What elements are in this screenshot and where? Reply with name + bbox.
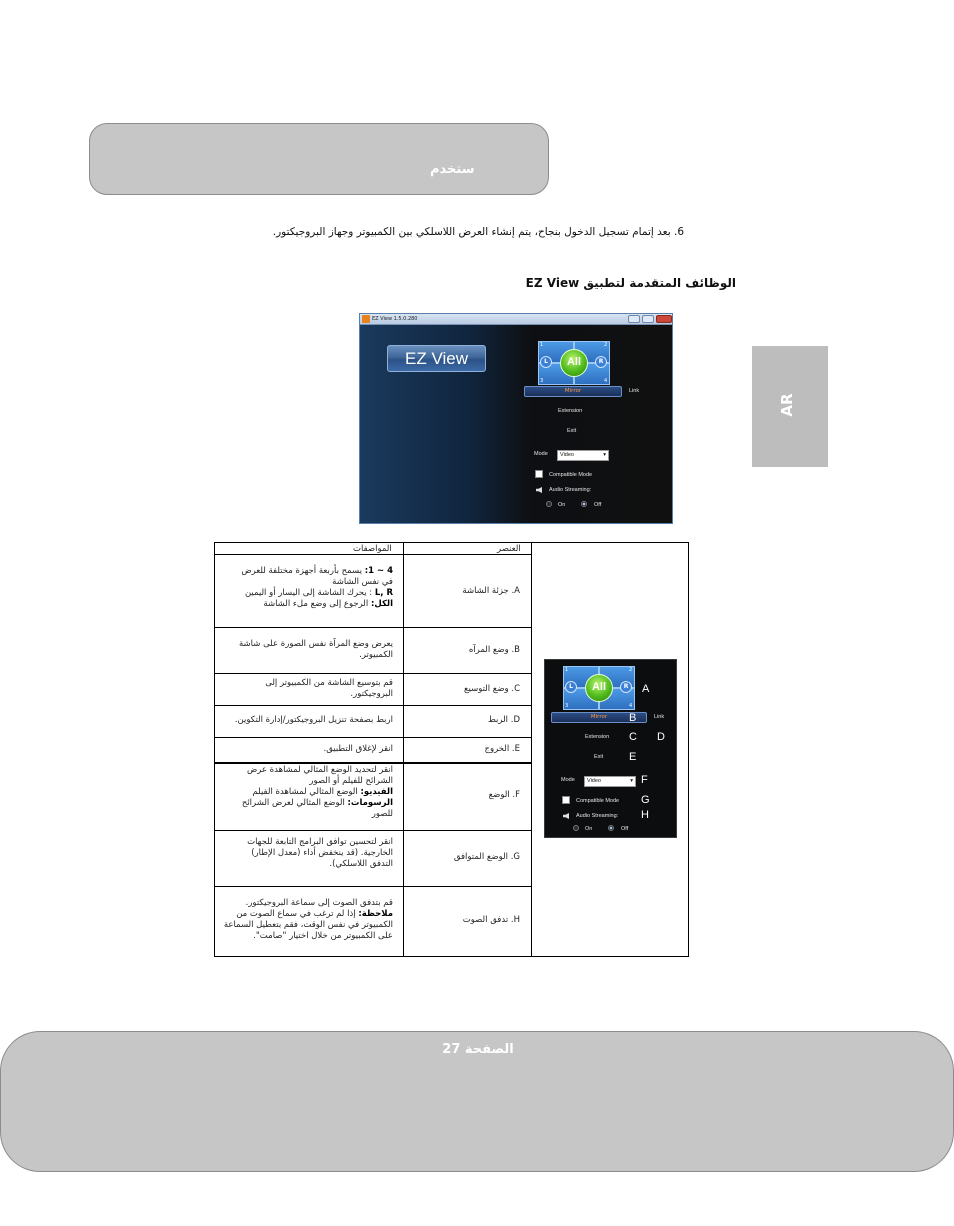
annotated-ez-view <box>544 659 677 838</box>
row-c-desc <box>215 678 393 700</box>
compatible-mode-checkbox <box>562 796 570 804</box>
row-divider <box>215 705 532 706</box>
callout-c: C <box>629 731 637 743</box>
ez-view-logo: EZ View <box>387 345 486 372</box>
language-tab-label: AR <box>778 393 796 417</box>
quad-num-3: 3 <box>540 378 544 384</box>
row-divider <box>215 737 532 738</box>
section-title: الوظائف المتقدمة لتطبيق EZ View <box>525 276 736 290</box>
row-divider <box>215 673 532 674</box>
bold-term: الفيديو: <box>360 787 393 797</box>
row-a-desc <box>215 566 393 610</box>
mirror-button: Mirror <box>551 712 647 723</box>
close-icon[interactable] <box>656 315 672 323</box>
audio-off-label: Off <box>621 826 629 832</box>
footer-banner <box>0 1031 954 1172</box>
window-title: EZ View 1.5.0.280 <box>372 316 418 322</box>
bold-term: الرسومات: <box>347 798 393 808</box>
mode-label: Mode <box>561 777 575 783</box>
all-button: All <box>585 674 613 702</box>
desc-line: الوضع المثالي لمشاهدة الفيلم <box>252 787 361 797</box>
row-divider <box>215 830 532 831</box>
row-e-elem: E. الخروج <box>484 744 520 754</box>
row-divider <box>215 886 532 887</box>
quad-num-1: 1 <box>565 667 569 673</box>
quad-num-4: 4 <box>604 378 608 384</box>
mode-label: Mode <box>534 451 548 457</box>
compatible-mode-label: Compatible Mode <box>576 798 620 804</box>
row-h-desc <box>215 898 393 942</box>
row-g-elem: G. الوضع المتوافق <box>453 852 520 862</box>
maximize-icon[interactable] <box>642 315 654 323</box>
page-label: الصفحة <box>464 1042 514 1057</box>
row-e-desc <box>215 744 393 755</box>
mode-select-value: Video <box>560 452 574 458</box>
chevron-down-icon: ▾ <box>630 778 633 784</box>
desc-line: يسمح بأربعة أجهزة مختلفة للعرض <box>241 566 365 576</box>
desc-line: في نفس الشاشة <box>332 577 393 587</box>
audio-streaming-label: Audio Streaming: <box>576 813 619 819</box>
link-button[interactable]: Link <box>629 388 640 394</box>
desc-line: انقر لإغلاق التطبيق. <box>323 744 393 754</box>
row-d-desc <box>215 715 393 726</box>
audio-on-label: On <box>558 502 566 508</box>
bold-term: ملاحظة: <box>358 909 393 919</box>
ez-view-window <box>359 313 673 524</box>
split-screen-grid <box>563 666 635 710</box>
row-a-elem: A. جزئة الشاشة <box>462 586 520 596</box>
bold-term: 4 ~ 1: <box>364 566 393 576</box>
desc-line: الشرائح للفيلم أو الصور <box>309 776 393 786</box>
desc-line: الخارجية. (قد ينخفض أداء (معدل الإطار) <box>251 848 393 858</box>
row-divider <box>215 627 532 628</box>
desc-line: الكمبيوتر. <box>359 650 393 660</box>
desc-line: التدفق اللاسلكي). <box>329 859 393 869</box>
desc-line: : يحرك الشاشة إلى اليسار أو اليمين <box>244 588 375 598</box>
extension-button[interactable]: Extension <box>558 408 583 414</box>
mode-select <box>584 776 636 787</box>
desc-line: اربط بصفحة تنزيل البروجيكتور/إدارة التكوين. <box>234 715 393 725</box>
right-button[interactable]: R <box>595 356 607 368</box>
quad-num-2: 2 <box>604 342 608 348</box>
row-divider <box>215 554 532 555</box>
callout-e: E <box>629 751 637 763</box>
desc-line: الكمبيوتر في نفس الوقت، فقم بتعطيل السماعة <box>223 920 393 930</box>
callout-a: A <box>642 683 650 695</box>
quad-num-3: 3 <box>565 703 569 709</box>
header-desc: المواصفات <box>353 544 392 554</box>
desc-line: قم بتدفق الصوت إلى سماعة البروجيكتور. <box>245 898 393 908</box>
step-6-text: 6. بعد إتمام تسجيل الدخول بنجاح، يتم إنشاء العرض اللاسلكي بين الكمبيوتر وجهاز البروجيكتور. <box>272 226 684 238</box>
right-button: R <box>620 681 632 693</box>
mirror-button[interactable]: Mirror <box>524 386 622 397</box>
page-number <box>1 1042 954 1057</box>
left-button[interactable]: L <box>540 356 552 368</box>
audio-on-radio[interactable] <box>546 501 552 507</box>
page-number-value: 27 <box>442 1042 461 1057</box>
audio-off-radio <box>608 825 614 831</box>
header-title: ستخدم <box>430 162 475 177</box>
row-divider <box>215 762 532 764</box>
audio-on-radio <box>573 825 579 831</box>
link-label: Link <box>654 714 665 720</box>
desc-line: الوضع المثالي لعرض الشرائح <box>241 798 348 808</box>
bold-term: الكل: <box>370 599 393 609</box>
desc-line: الرجوع إلى وضع ملء الشاشة <box>263 599 371 609</box>
exit-label: Exit <box>594 754 604 760</box>
speaker-icon <box>563 813 569 819</box>
audio-off-label: Off <box>594 502 602 508</box>
desc-line: البروجيكتور. <box>350 689 393 699</box>
quad-num-1: 1 <box>540 342 544 348</box>
row-f-elem: F. الوضع <box>488 790 520 800</box>
row-h-elem: H. تدفق الصوت <box>462 915 520 925</box>
app-icon <box>362 315 370 323</box>
callout-b: B <box>629 712 637 724</box>
left-button: L <box>565 681 577 693</box>
row-b-desc <box>215 639 393 661</box>
row-g-desc <box>215 837 393 870</box>
desc-line: قم بتوسيع الشاشة من الكمبيوتر إلى <box>265 678 393 688</box>
header-banner <box>89 123 549 195</box>
callout-d: D <box>657 731 665 743</box>
bold-term: L, R <box>374 588 393 598</box>
row-d-elem: D. الربط <box>487 715 520 725</box>
desc-line: يعرض وضع المرآة نفس الصورة على شاشة <box>239 639 393 649</box>
audio-streaming-label: Audio Streaming: <box>549 487 592 493</box>
callout-h: H <box>641 809 649 821</box>
extension-label: Extension <box>585 734 610 740</box>
quad-num-4: 4 <box>629 703 633 709</box>
desc-line: للصور <box>371 809 393 819</box>
all-button[interactable]: All <box>560 349 588 377</box>
compatible-mode-label: Compatible Mode <box>549 472 593 478</box>
compatible-mode-checkbox[interactable] <box>535 470 543 478</box>
audio-off-radio[interactable] <box>581 501 587 507</box>
exit-button[interactable]: Exit <box>567 428 577 434</box>
speaker-icon <box>536 487 542 493</box>
row-c-elem: C. وضع التوسيع <box>463 684 520 694</box>
chevron-down-icon: ▾ <box>603 452 606 458</box>
language-tab <box>752 346 828 467</box>
audio-on-label: On <box>585 826 593 832</box>
split-screen-grid[interactable] <box>538 341 610 385</box>
callout-g: G <box>641 794 650 806</box>
desc-line: انقر لتحديد الوضع المثالي لمشاهدة عرض <box>246 765 393 775</box>
mode-select-value: Video <box>587 778 601 784</box>
desc-line: انقر لتحسين توافق البرامج التابعة للجهات <box>247 837 393 847</box>
desc-line: على الكمبيوتر من خلال اختيار "صامت". <box>253 931 393 941</box>
quad-num-2: 2 <box>629 667 633 673</box>
minimize-icon[interactable] <box>628 315 640 323</box>
header-elem: العنصر <box>497 544 521 554</box>
mode-select[interactable] <box>557 450 609 461</box>
callout-f: F <box>641 774 648 786</box>
window-titlebar <box>360 314 672 325</box>
desc-line: إذا لم ترغب في سماع الصوت من <box>236 909 359 919</box>
row-f-desc <box>215 765 393 820</box>
row-b-elem: B. وضع المرآه <box>468 645 520 655</box>
